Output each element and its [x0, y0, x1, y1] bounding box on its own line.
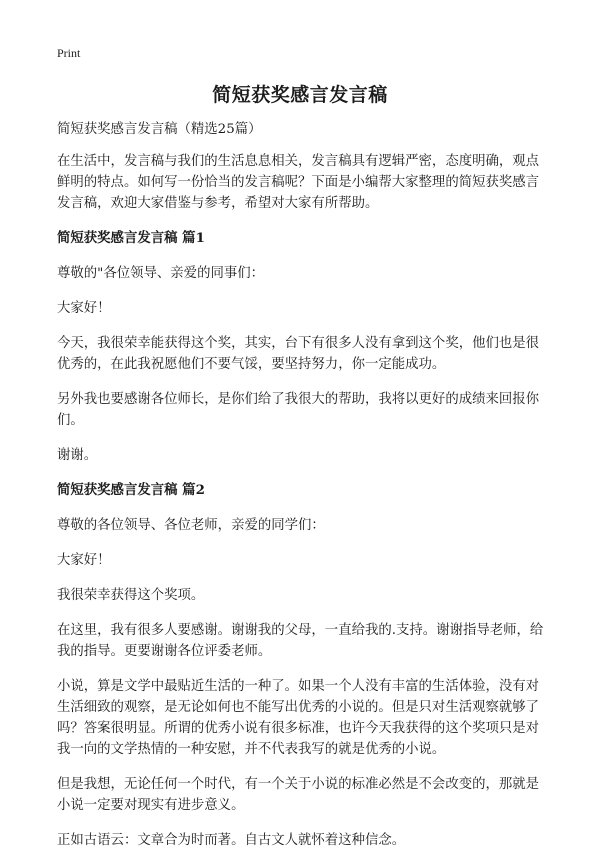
- page-title: 简短获奖感言发言稿: [212, 84, 388, 106]
- paragraph: 尊敬的各位领导、各位老师，亲爱的同学们：: [57, 518, 325, 533]
- paragraph: 尊敬的"各位领导、亲爱的同事们：: [57, 266, 265, 281]
- paragraph: 正如古语云：文章合为时而著。自古文人就怀着这种信念。: [57, 833, 406, 848]
- article-subtitle: 简短获奖感言发言稿（精选25篇）: [57, 122, 262, 137]
- paragraph: 我很荣幸获得这个奖项。: [57, 588, 205, 603]
- paragraph: 但是我想，无论任何一个时代，有一个关于小说的标准必然是不会改变的，那就是小说一定要对现实有进步意义。: [57, 777, 540, 813]
- section-heading: 简短获奖感言发言稿 篇2: [57, 482, 205, 498]
- intro-paragraph: 在生活中，发言稿与我们的生活息息相关，发言稿具有逻辑严密，态度明确，观点鲜明的特点。如何写一份恰当的发言稿呢？下面是小编帮大家整理的简短获奖感言发言稿，欢迎大家借鉴与参考，希望对大家有所帮助。: [57, 154, 540, 211]
- paragraph: 在这里，我有很多人要感谢。谢谢我的父母，一直给我的.支持。谢谢指导老师，给我的指导。更要谢谢各位评委老师。: [57, 623, 544, 659]
- paragraph: 另外我也要感谢各位师长，是你们给了我很大的帮助，我将以更好的成绩来回报你们。: [57, 392, 540, 428]
- paragraph: 大家好！: [57, 553, 111, 568]
- article-body: [57, 119, 552, 865]
- paragraph: 大家好！: [57, 301, 111, 316]
- paragraph: 谢谢。: [57, 448, 98, 463]
- paragraph: 小说，算是文学中最贴近生活的一种了。如果一个人没有丰富的生活体验，没有对生活细致的观察，是无论如何也不能写出优秀的小说的。但是只对生活观察就够了吗？答案很明显。所谓的优秀小说有很多标准，也许今天我获得的这个奖项只是对我一向的文学热情的一种安慰，并不代表我写的就是优秀的小说。: [57, 679, 540, 757]
- print-link[interactable]: Print: [57, 46, 81, 60]
- section-heading: 简短获奖感言发言稿 篇1: [57, 230, 205, 246]
- paragraph: 今天，我很荣幸能获得这个奖，其实，台下有很多人没有拿到这个奖，他们也是很优秀的，在此我祝愿他们不要气馁，要坚持努力，你一定能成功。: [57, 336, 540, 372]
